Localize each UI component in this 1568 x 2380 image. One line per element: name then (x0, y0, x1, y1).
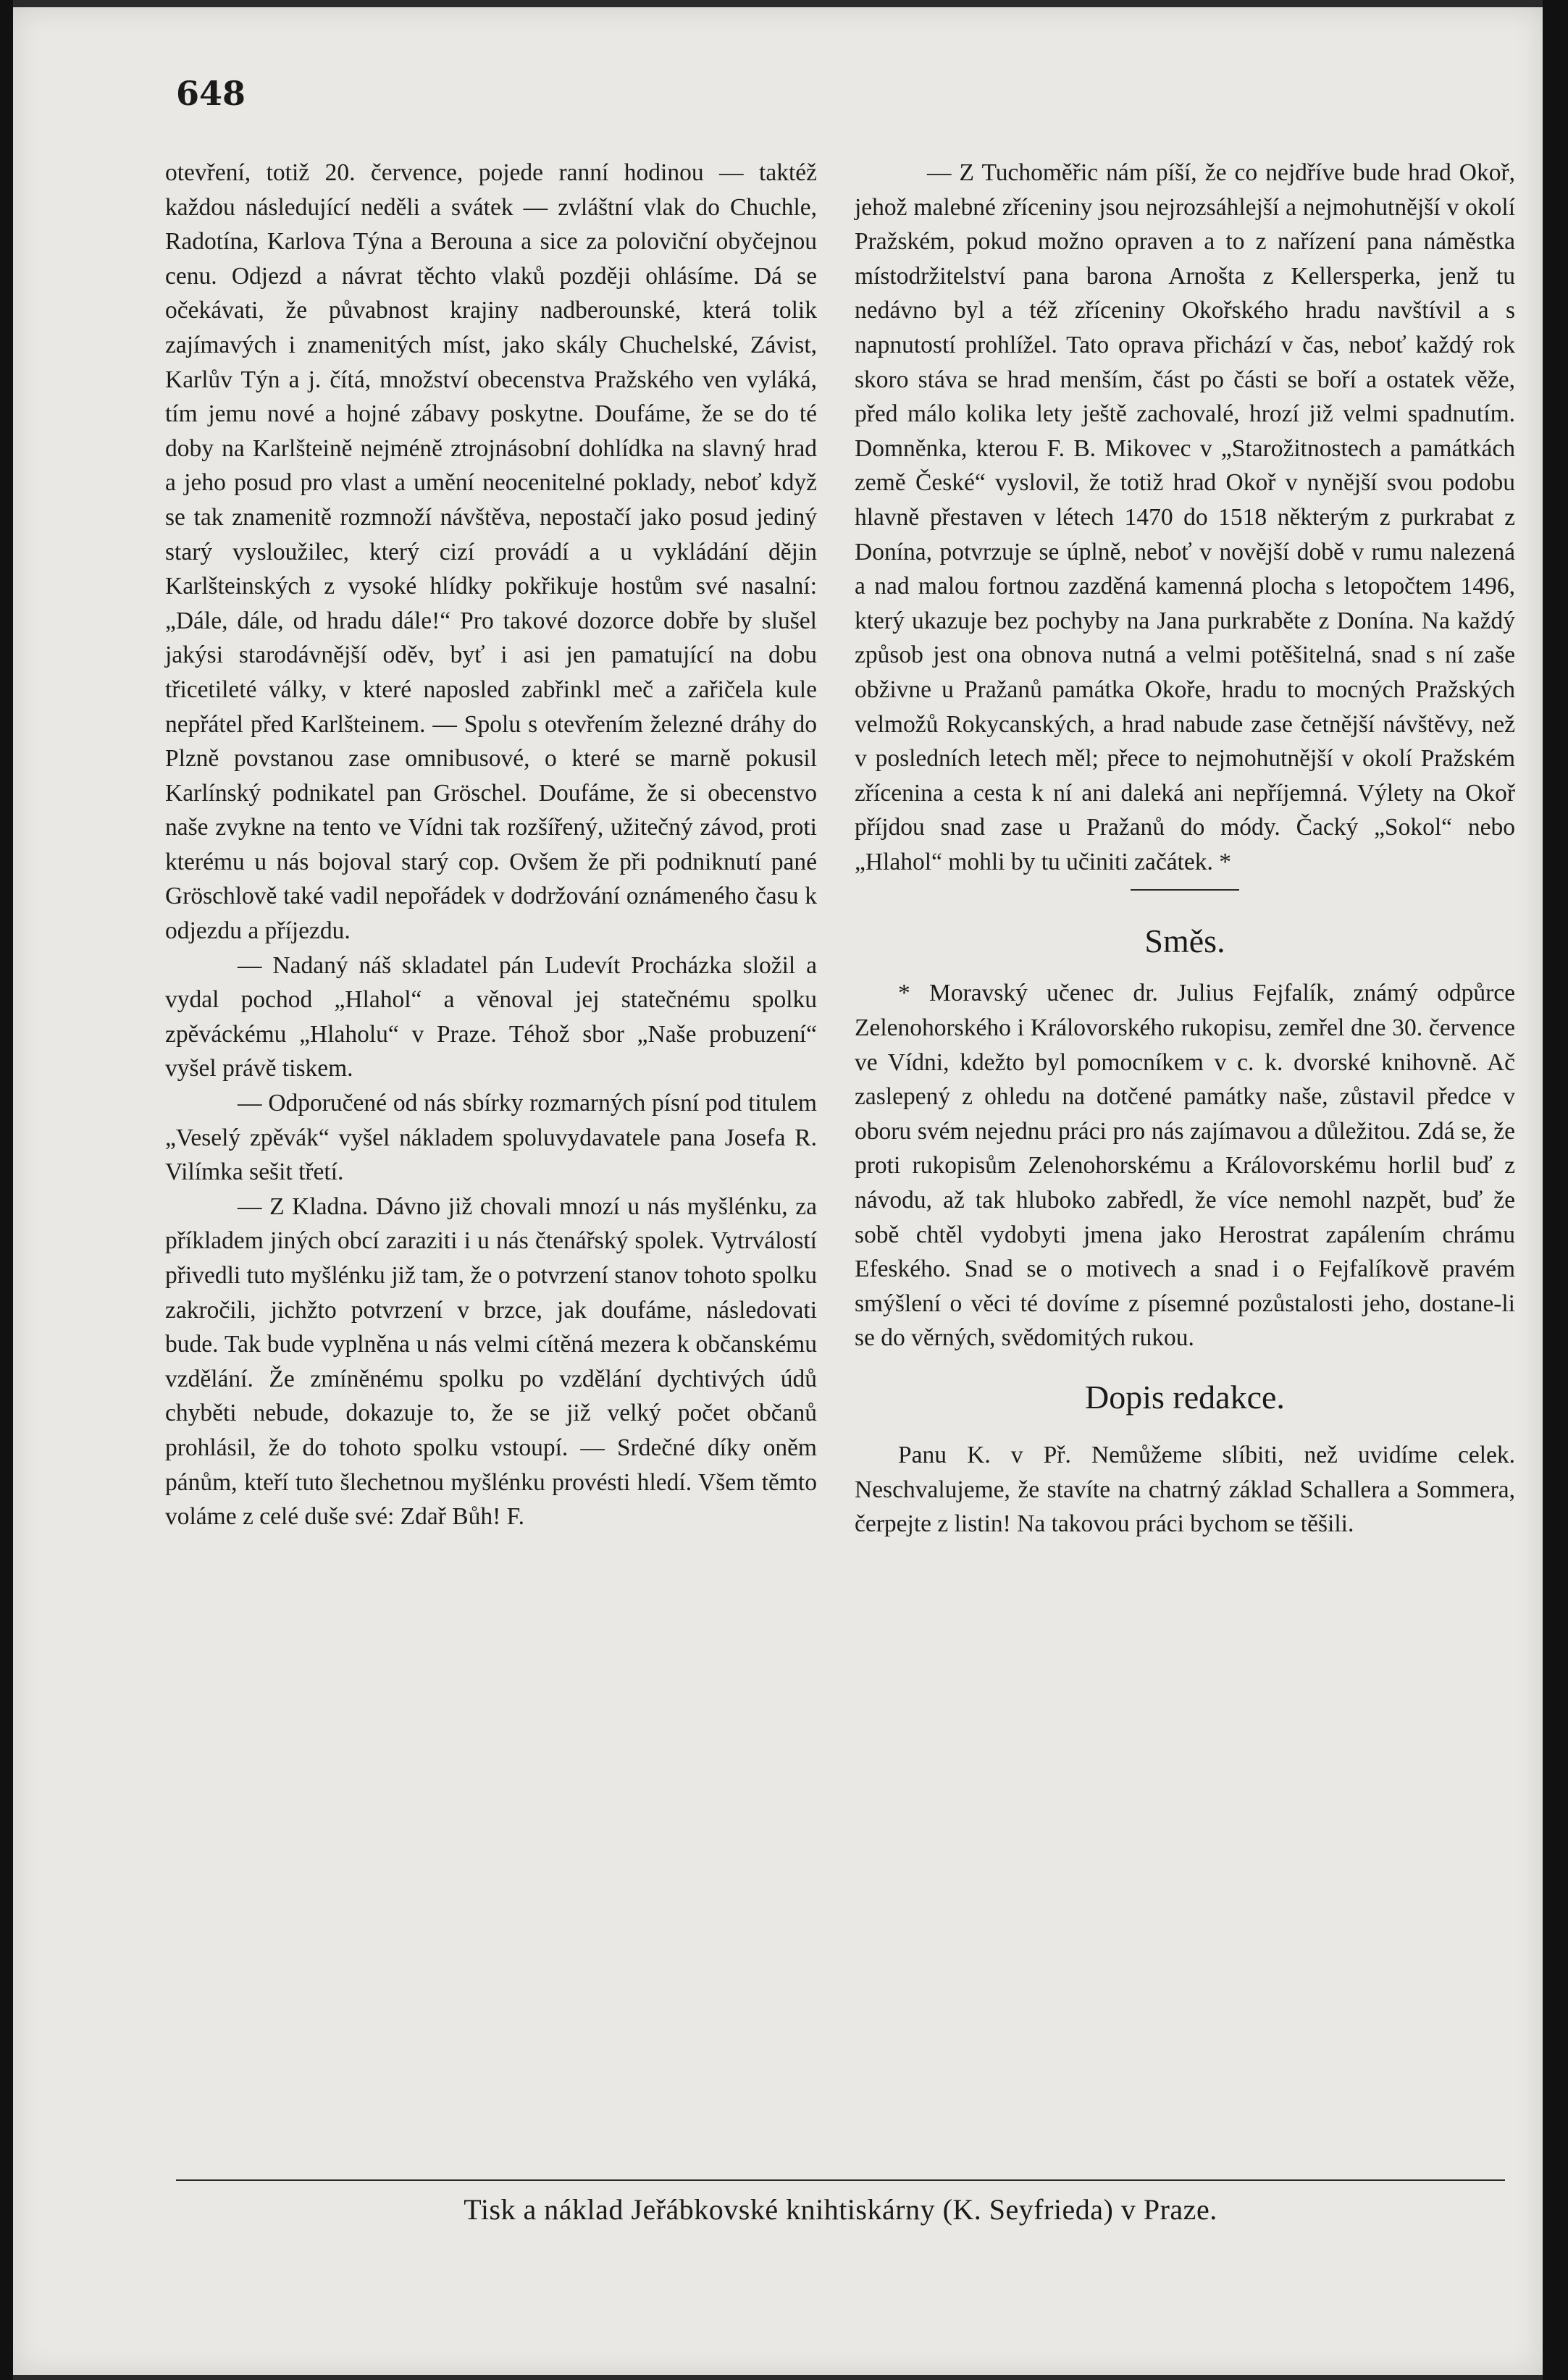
page-number: 648 (176, 74, 246, 113)
article-kladno-reading-society: — Z Kladna. Dávno již chovali mnozí u nás myšlénku, za příkladem jiných obcí zaraziti i u nás čtenářský spolek. Vytrválostí přivedli tuto myšlénku již tam, že o potvrzení stanov tohoto spolku zakročili, jichžto potvrzení v brzce, jak doufáme, následovati bude. Tak bude vyplněna u nás velmi cítěná mezera k občanskému vzdělání. Že zmíněnému spolku po vzdělání dychtivých údů chyběti nebude, dokazuje to, že se již velký počet občanů prohlásil, že do tohoto spolku vstoupí. — Srdečné díky oněm pánům, kteří tuto šlechetnou myšlénku provésti hledí. Všem těmto voláme z celé duše své: Zdař Bůh! F. (165, 1193, 817, 1531)
section-heading-smes: Směs. (1144, 922, 1225, 960)
section-heading-dopis-redakce: Dopis redakce. (1085, 1379, 1285, 1416)
article-hlahol-march: — Nadaný náš skladatel pán Ludevít Procházka složil a vydal pochod „Hlahol“ a věnoval jej statečnému spolku zpěváckému „Hlaholu“ v Praze. Téhož sbor „Naše probuzení“ vyšel právě tiskem. (165, 951, 817, 1082)
article-okor-castle: — Z Tuchoměřic nám píší, že co nejdříve bude hrad Okoř, jehož malebné zříceniny jsou nejrozsáhlejší a nejmohutnější v okolí Pražském, pokud možno opraven a to z nařízení pana náměstka místodržitelství pana barona Arnošta z Kellersperka, jenž tu nedávno byl a též zříceniny Okořského hradu navštívil a s napnutostí prohlížel. Tato oprava přichází v čas, neboť každý rok skoro stáva se hrad menším, část po části se boří a ostatek věže, před málo kolika lety ještě zachovalé, hrozí již velmi spadnutím. Domněnka, kterou F. B. Mikovec v „Starožitnostech a památkách země České“ vyslovil, že totiž hrad Okoř v nynější svou podobu hlavně přestaven v létech 1470 do 1518 některým z purkrabat z Donína, potvrzuje se úplně, neboť v novější době v rumu nalezená a nad malou fortnou zazděná kamenná plocha s letopočtem 1496, který ukazuje bez pochyby na Jana purkraběte z Donína. Na každý způsob jest ona obnova nutná a velmi potěšitelná, snad s ní zaše obživne u Pražanů památka Okoře, hradu to mocných Pražských velmožů Rokycanských, a hrad nabude zase četnější návštěvy, než v posledních letech měl; přece to nejmohutnější v okolí Pražském zřícenina a cesta k ní ani daleká ani nepříjemná. Výlety na Okoř příjdou snad zase u Pražanů do módy. Čacký „Sokol“ nebo „Hlahol“ mohli by tu učiniti začátek. * (855, 159, 1515, 875)
footer-rule (176, 2179, 1505, 2181)
section-divider (1131, 889, 1239, 891)
article-railway-opening: otevření, totiž 20. července, pojede ranní hodinou — taktéž každou následující neděli a svátek — zvláštní vlak do Chuchle, Radotína, Karlova Týna a Berouna a sice za poloviční obyčejnou cenu. Odjezd a návrat těchto vlaků později ohlásíme. Dá se očekávati, že půvabnost krajiny nadberounské, která tolik zajímavých i znamenitých míst, jako skály Chuchelské, Závist, Karlův Týn a j. čítá, množství obecenstva Pražského ven vyláká, tím jemu nové a hojné zábavy poskytne. Doufáme, že se do té doby na Karlšteině nejméně ztrojnásobní dohlídka na slavný hrad a jeho posud pro vlast a umění neocenitelné poklady, neboť když se tak znamenitě rozmnoží návštěva, nepostačí jako posud jediný starý vysloužilec, který cizí provádí a u vykládání dějin Karlšteinských z vysoké hlídky pokřikuje hostům své nasalní: „Dále, dále, od hradu dále!“ Pro takové dozorce dobře by slušel jakýsi starodávnější oděv, byť i asi jen pamatující na dobu třicetileté války, v které naposled zabřinkl meč a zařičela kule nepřátel před Karlšteinem. — Spolu s otevřením železné dráhy do Plzně povstanou zase omnibusové, o které se marně pokusil Karlínský podnikatel pan Gröschel. Doufáme, že si obecenstvo naše zvykne na tento ve Vídni tak rozšířený, užitečný závod, proti kterému u nás bojoval starý cop. Ovšem že při podniknutí pané Gröschlově také vadil nepořádek v dodržování oznámeného času k odjezdu a příjezdu. (165, 159, 817, 945)
article-vesely-zpevak: — Odporučené od nás sbírky rozmarných písní pod titulem „Veselý zpěvák“ vyšel nákladem spoluvydavatele pana Josefa R. Vilímka sešit třetí. (165, 1090, 817, 1186)
right-column (855, 156, 1515, 1542)
left-column (165, 156, 817, 1534)
printer-imprint: Tisk a náklad Jeřábkovské knihtiskárny (K. Seyfrieda) v Praze. (464, 2193, 1217, 2226)
newspaper-page (13, 7, 1543, 2375)
scan-edge-left (0, 0, 13, 2380)
scan-edge-right (1543, 0, 1568, 2380)
letter-to-reader: Panu K. v Př. Nemůžeme slíbiti, než uvidíme celek. Neschvalujeme, že stavíte na chatrný základ Schallera a Sommera, čerpejte z listin! Na takovou práci bychom se těšili. (855, 1442, 1515, 1538)
article-fejfalik-obituary: * Moravský učenec dr. Julius Fejfalík, známý odpůrce Zelenohorského i Královorského rukopisu, zemřel dne 30. července ve Vídni, kdežto byl pomocníkem v c. k. dvorské knihovně. Ač zaslepený z ohledu na dotčené památky naše, zůstavil předce v oboru svém nejednu práci pro nás zajímavou a důležitou. Zdá se, že proti rukopisům Zelenohorskému a Královorskému horlil buď z návodu, až tak hluboko zabředl, že více nemohl nazpět, buď že sobě chtěl vydobyti jmena jako Herostrat zapálením chrámu Efeského. Snad se o motivech a snad i o Fejfalíkově pravém smýšlení o věci té dovíme z písemné pozůstalosti jeho, dostane-li se do věrných, svědomitých rukou. (855, 980, 1515, 1352)
